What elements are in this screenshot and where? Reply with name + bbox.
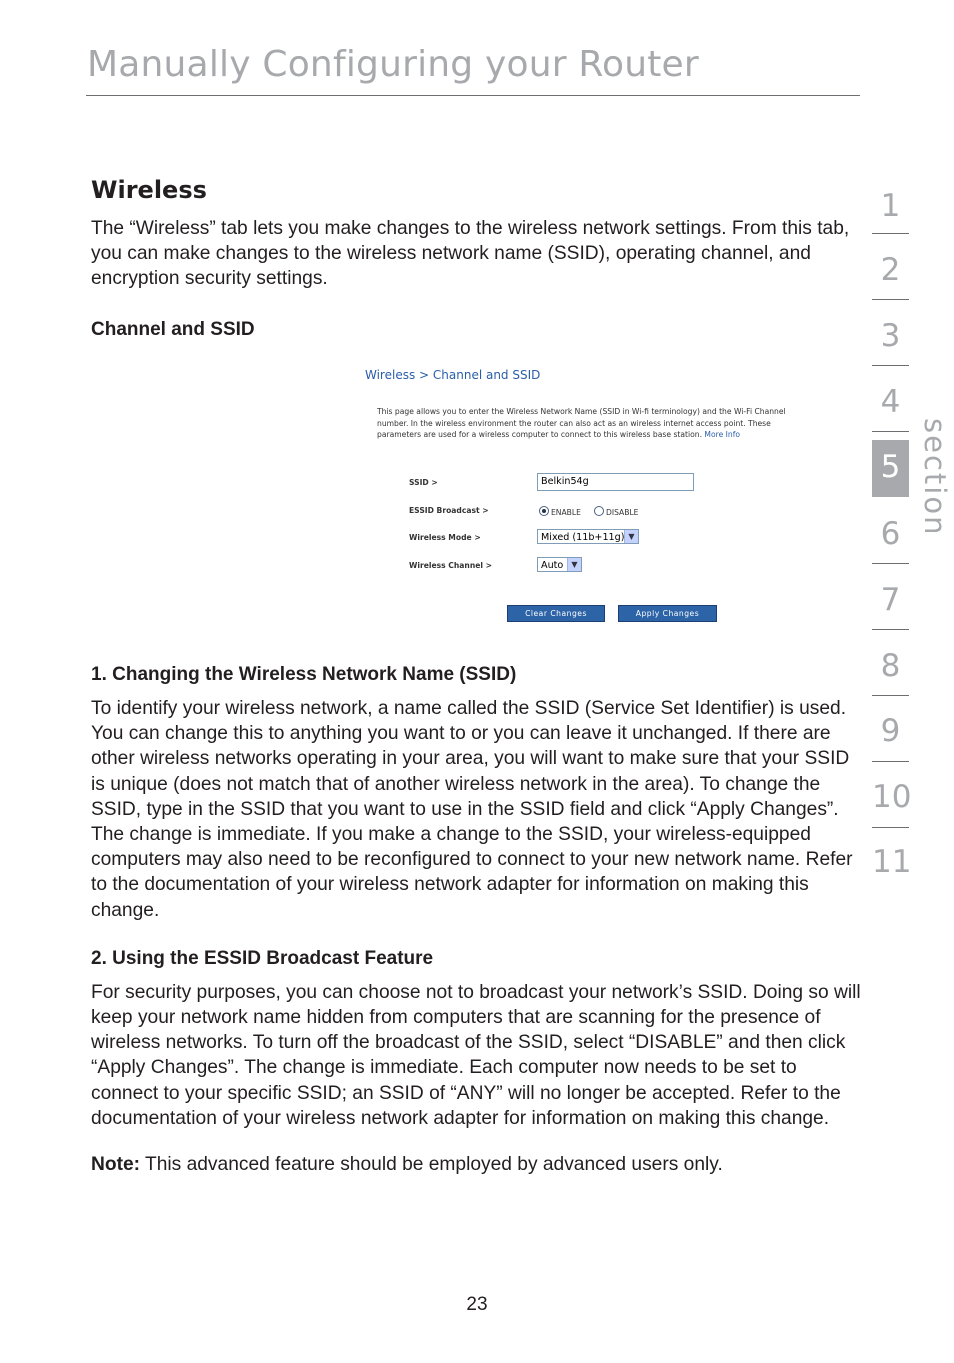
ssid-section (91, 664, 863, 1177)
chevron-down-icon: ▼ (624, 530, 638, 543)
section-number-9[interactable]: 9 (880, 713, 901, 749)
page-title: Manually Configuring your Router (87, 44, 699, 85)
section-divider (872, 299, 909, 300)
essid-section-heading: 2. Using the ESSID Broadcast Feature (91, 947, 434, 969)
section-number-10[interactable]: 10 (872, 779, 912, 815)
ssid-section-heading: 1. Changing the Wireless Network Name (SSID) (91, 664, 517, 685)
disable-label: DISABLE (606, 508, 639, 517)
essid-section-text: For security purposes, you can choose not to broadcast your network’s SSID. Doing so will keep your network name hidden from computers that are scanning for the presence of wireless networks. To turn off the broadcast of the SSID, select “DISABLE” and then click “Apply Changes”. The change is immediate. Each computer now needs to be set to connect to your specific SSID; an SSID of “ANY” will no longer be accepted. Refer to the documentation of your wireless network adapter for information on making this change. (91, 981, 861, 1129)
screenshot-description-text: This page allows you to enter the Wireless Network Name (SSID in Wi-fi terminology) and the Wi-Fi Channel number. In the wireless environment the router can also act as an wireless internet access point. These parameters are used for a wireless computer to connect to this wireless base station. (377, 407, 786, 439)
section-number-7[interactable]: 7 (880, 582, 901, 618)
wireless-channel-label: Wireless Channel > (409, 561, 492, 570)
apply-changes-button[interactable]: Apply Changes (618, 605, 717, 622)
radio-selected-icon (539, 506, 549, 516)
enable-label: ENABLE (551, 508, 581, 517)
screenshot-breadcrumb: Wireless > Channel and SSID (365, 368, 541, 382)
wireless-mode-select[interactable] (537, 529, 639, 544)
main-content (91, 176, 863, 341)
screenshot-description (377, 406, 807, 441)
channel-ssid-heading: Channel and SSID (91, 318, 255, 340)
clear-changes-button[interactable]: Clear Changes (507, 605, 605, 622)
section-divider (872, 761, 909, 762)
wireless-heading: Wireless (91, 176, 207, 204)
ssid-label: SSID > (409, 478, 438, 487)
section-number-1[interactable]: 1 (880, 188, 901, 224)
page-number: 23 (466, 1294, 488, 1315)
router-screenshot (365, 366, 805, 628)
section-divider (872, 233, 909, 234)
disable-radio[interactable] (594, 506, 638, 517)
title-divider (86, 95, 860, 96)
wireless-mode-label: Wireless Mode > (409, 533, 481, 542)
section-divider (872, 431, 909, 432)
section-label: section (918, 418, 952, 537)
section-divider (872, 629, 909, 630)
wireless-channel-value: Auto (541, 560, 564, 571)
section-divider (872, 365, 909, 366)
section-number-6[interactable]: 6 (880, 516, 901, 552)
essid-broadcast-label: ESSID Broadcast > (409, 506, 489, 515)
section-divider (872, 695, 909, 696)
radio-unselected-icon (594, 506, 604, 516)
section-number-11[interactable]: 11 (872, 844, 912, 880)
chevron-down-icon: ▼ (567, 558, 581, 571)
section-number-4[interactable]: 4 (880, 384, 901, 420)
ssid-input[interactable]: Belkin54g (537, 473, 694, 491)
ssid-section-text: To identify your wireless network, a name called the SSID (Service Set Identifier) is used. You can change this to anything you want to or you can leave it unchanged. If there are other wireless networks operating in your area, you will want to make sure that your SSID is unique (does not match that of another wireless network in the area). To change the SSID, type in the SSID that you want to use in the SSID field and click “Apply Changes”. The change is immediate. If you make a change to the SSID, your wireless-equipped computers may also need to be reconfigured to connect to your new network name. Refer to the documentation of your wireless network adapter for information on making this change. (91, 698, 853, 921)
section-number-5-active[interactable]: 5 (872, 440, 909, 497)
wireless-mode-value: Mixed (11b+11g) (541, 532, 625, 543)
note-paragraph (91, 1152, 863, 1177)
wireless-channel-select[interactable] (537, 557, 582, 572)
more-info-link[interactable]: More Info (704, 430, 741, 439)
section-divider (872, 563, 909, 564)
note-text: This advanced feature should be employed by advanced users only. (140, 1154, 723, 1176)
wireless-intro-text: The “Wireless” tab lets you make changes to the wireless network settings. From this tab, you can make changes to the wireless network name (SSID), operating channel, and encryption security settings. (91, 218, 850, 290)
section-divider (872, 827, 909, 828)
section-number-3[interactable]: 3 (880, 318, 901, 354)
enable-radio[interactable] (539, 506, 581, 517)
section-number-2[interactable]: 2 (880, 252, 901, 288)
section-number-8[interactable]: 8 (880, 648, 901, 684)
note-label: Note: (91, 1154, 141, 1176)
